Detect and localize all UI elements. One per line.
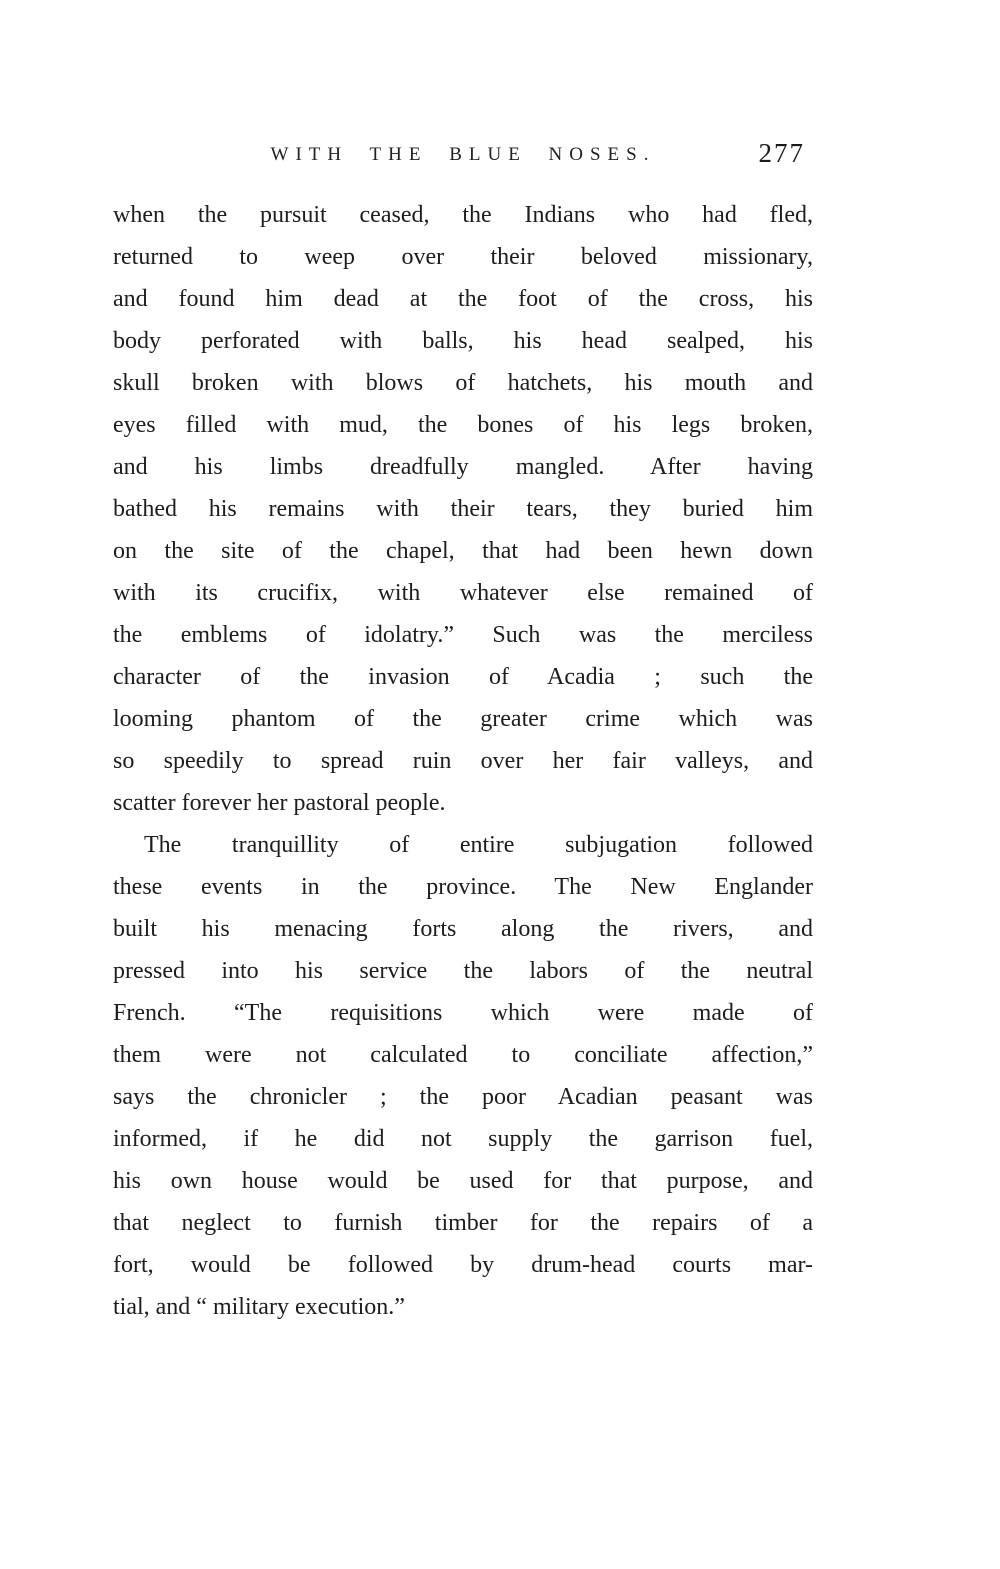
text-line: tial, and “ military execution.”: [113, 1294, 405, 1320]
text-line: that neglect to furnish timber for the repairs of a: [113, 1210, 813, 1236]
text-line: with its crucifix, with whatever else remained of: [113, 580, 813, 606]
page-body: [113, 194, 813, 1328]
text-line: looming phantom of the greater crime which was: [113, 706, 813, 732]
text-line: French. “The requisitions which were made of: [113, 1000, 813, 1026]
text-line: on the site of the chapel, that had been hewn down: [113, 538, 813, 564]
page-header: [113, 138, 813, 172]
text-line: the emblems of idolatry.” Such was the merciless: [113, 622, 813, 648]
page-number: 277: [758, 138, 805, 168]
text-line: his own house would be used for that purpose, and: [113, 1168, 813, 1194]
text-line: character of the invasion of Acadia ; such the: [113, 664, 813, 690]
text-line: so speedily to spread ruin over her fair valleys, and: [113, 748, 813, 774]
text-line: and found him dead at the foot of the cross, his: [113, 286, 813, 312]
text-line: built his menacing forts along the rivers, and: [113, 916, 813, 942]
text-line: eyes filled with mud, the bones of his legs broken,: [113, 412, 813, 438]
text-line: skull broken with blows of hatchets, his mouth and: [113, 370, 813, 396]
paragraph: [113, 194, 813, 824]
text-line: returned to weep over their beloved missionary,: [113, 244, 813, 270]
text-line: when the pursuit ceased, the Indians who had fled,: [113, 202, 813, 228]
text-line: fort, would be followed by drum-head courts mar-: [113, 1252, 813, 1278]
running-header-title: WITH THE BLUE NOSES.: [270, 144, 656, 165]
text-line: The tranquillity of entire subjugation followed: [144, 832, 813, 858]
text-line: them were not calculated to conciliate affection,”: [113, 1042, 813, 1068]
text-line: these events in the province. The New Englander: [113, 874, 813, 900]
text-line: body perforated with balls, his head sealped, his: [113, 328, 813, 354]
paragraph: [113, 824, 813, 1328]
text-line: bathed his remains with their tears, they buried him: [113, 496, 813, 522]
text-line: scatter forever her pastoral people.: [113, 790, 446, 816]
text-line: says the chronicler ; the poor Acadian peasant was: [113, 1084, 813, 1110]
text-line: pressed into his service the labors of the neutral: [113, 958, 813, 984]
text-line: and his limbs dreadfully mangled. After having: [113, 454, 813, 480]
text-line: informed, if he did not supply the garrison fuel,: [113, 1126, 813, 1152]
